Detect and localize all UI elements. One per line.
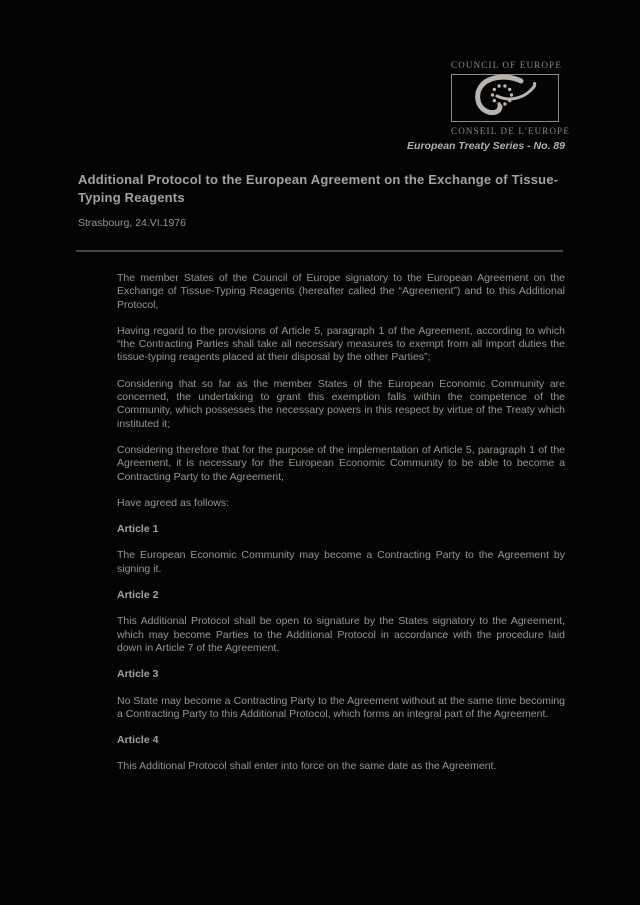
article-heading: Article 1 <box>117 523 159 536</box>
title-divider-rule <box>76 250 563 252</box>
document-title: Additional Protocol to the European Agreement on the Exchange of Tissue-Typing Reagents <box>78 172 559 205</box>
coe-logo-block <box>451 60 571 136</box>
article-heading: Article 3 <box>117 668 159 681</box>
preamble-paragraph: Having regard to the provisions of Article 5, paragraph 1 of the Agreement, according to which “the Contracting Parties shall take all necessary measures to exempt from all import duties the tissue-typing reagents placed at their disposal by the other Parties”; <box>117 324 565 364</box>
article-body: No State may become a Contracting Party to the Agreement without at the same time becoming a Contracting Party to this Additional Protocol, which forms an integral part of the Agreement. <box>117 694 565 720</box>
article-body: The European Economic Community may become a Contracting Party to the Agreement by signing it. <box>117 549 565 575</box>
article-body: This Additional Protocol shall be open to signature by the States signatory to the Agreement, which may become Parties to the Additional Protocol in accordance with the procedure laid down in Article 7 of the Agreement. <box>117 615 565 654</box>
council-of-europe-spiral-e-icon <box>455 74 556 122</box>
article-heading: Article 2 <box>117 589 159 602</box>
article-heading: Article 4 <box>117 734 159 747</box>
preamble-paragraph: Considering therefore that for the purpose of the implementation of Article 5, paragraph 1 of the Agreement, it is necessary for the European Economic Community to be able to become a Contracting Party to the Agreement, <box>117 443 565 483</box>
council-of-europe-label: COUNCIL OF EUROPE <box>451 60 563 70</box>
preamble-paragraph: Considering that so far as the member States of the European Economic Community are concerned, the undertaking to grant this exemption falls within the competence of the Community, which possesses the necessary powers in this respect by virtue of the Treaty which instituted it; <box>117 377 565 430</box>
article-body: This Additional Protocol shall enter into force on the same date as the Agreement. <box>117 760 497 773</box>
preamble-paragraph: The member States of the Council of Europe signatory to the European Agreement on the Exchange of Tissue-Typing Reagents (hereafter called the “Agreement”) and to this Additional Protocol, <box>117 272 565 311</box>
document-body <box>117 259 565 787</box>
conseil-de-leurope-label: CONSEIL DE L'EUROPE <box>451 126 571 136</box>
coe-logo-frame <box>451 74 559 122</box>
place-date: Strasbourg, 24.VI.1976 <box>78 217 186 229</box>
preamble-paragraph: Have agreed as follows: <box>117 496 230 509</box>
treaty-series-label: European Treaty Series - No. 89 <box>407 140 565 152</box>
